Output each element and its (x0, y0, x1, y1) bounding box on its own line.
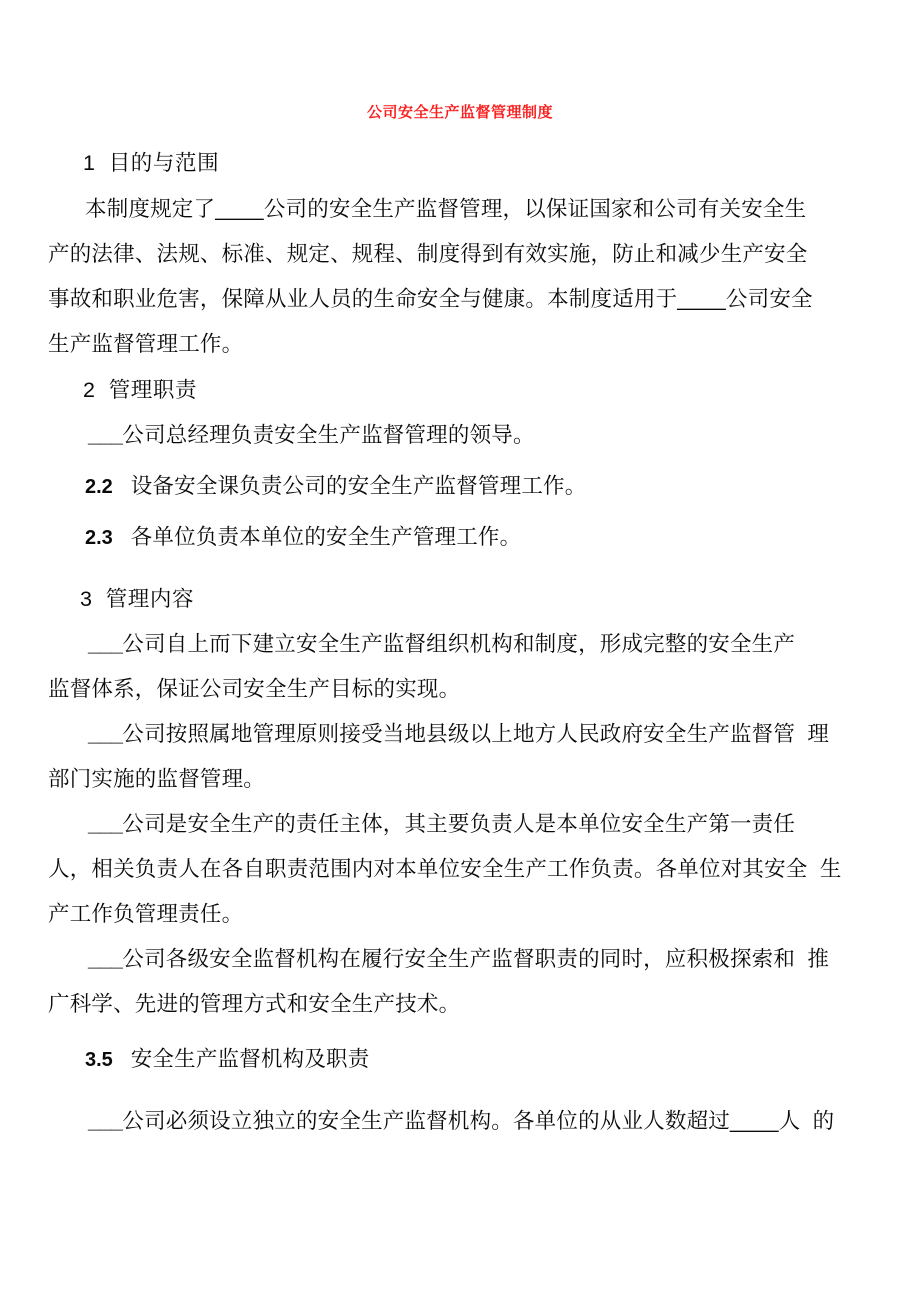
section-3-2-blank: ___ (88, 722, 123, 746)
section-3-2-line-2: 部门实施的监督管理。 (48, 767, 266, 791)
section-3-1-line-1 (88, 631, 795, 657)
section-2-3-item (85, 524, 521, 551)
section-3-5-text: 安全生产监督机构及职责 (130, 1047, 370, 1071)
section-1-paragraph-line-1: 本制度规定了____公司的安全生产监督管理，以保证国家和公司有关安全生 (85, 197, 807, 221)
section-3-3-line-1 (88, 811, 795, 837)
section-2-1-item (88, 422, 535, 448)
section-3-5-1-line-1 (88, 1108, 834, 1134)
section-3-3-line-2: 人，相关负责人在各自职责范围内对本单位安全生产工作负责。各单位对其安全 生 (48, 857, 842, 881)
section-3-2-line-1 (88, 721, 829, 747)
section-2-1-text: 公司总经理负责安全生产监督管理的领导。 (122, 423, 535, 447)
section-3-3-blank: ___ (88, 812, 123, 836)
section-3-1-line-2: 监督体系，保证公司安全生产目标的实现。 (48, 677, 461, 701)
section-2-1-blank: ___ (88, 423, 123, 447)
section-3-5-heading (85, 1046, 369, 1073)
section-3-1-text-1: 公司自上而下建立安全生产监督组织机构和制度，形成完整的安全生产 (122, 632, 796, 656)
section-3-2-text-1: 公司按照属地管理原则接受当地县级以上地方人民政府安全生产监督管 理 (122, 722, 830, 746)
section-2-2-number: 2.2 (85, 476, 113, 498)
section-2-3-text: 各单位负责本单位的安全生产管理工作。 (130, 525, 522, 549)
section-3-5-1-blank: ___ (88, 1109, 123, 1133)
page-title: 公司安全生产监督管理制度 (366, 104, 553, 121)
section-3-heading: 3 管理内容 (80, 587, 195, 611)
section-1-paragraph-line-4: 生产监督管理工作。 (48, 332, 244, 356)
section-3-4-blank: ___ (88, 947, 123, 971)
section-3-3-text-1: 公司是安全生产的责任主体，其主要负责人是本单位安全生产第一责任 (122, 812, 796, 836)
section-2-2-text: 设备安全课负责公司的安全生产监督管理工作。 (130, 474, 587, 498)
section-2-3-number: 2.3 (85, 527, 113, 549)
section-3-5-number: 3.5 (85, 1049, 113, 1071)
section-3-4-line-1 (88, 946, 829, 972)
section-1-paragraph-line-2: 产的法律、法规、标准、规定、规程、制度得到有效实施，防止和减少生产安全 (48, 242, 808, 266)
section-1-paragraph-line-3: 事故和职业危害，保障从业人员的生命安全与健康。本制度适用于____公司安全 (48, 287, 813, 311)
section-3-4-line-2: 广科学、先进的管理方式和安全生产技术。 (48, 992, 461, 1016)
section-3-5-1-text-1: 公司必须设立独立的安全生产监督机构。各单位的从业人数超过____人 的 (122, 1109, 835, 1133)
section-3-1-blank: ___ (88, 632, 123, 656)
section-3-3-line-3: 产工作负管理责任。 (48, 902, 244, 926)
section-2-2-item (85, 473, 586, 500)
section-2-heading: 2 管理职责 (83, 378, 198, 402)
section-1-heading: 1 目的与范围 (83, 151, 220, 175)
section-3-4-text-1: 公司各级安全监督机构在履行安全生产监督职责的同时，应积极探索和 推 (122, 947, 830, 971)
